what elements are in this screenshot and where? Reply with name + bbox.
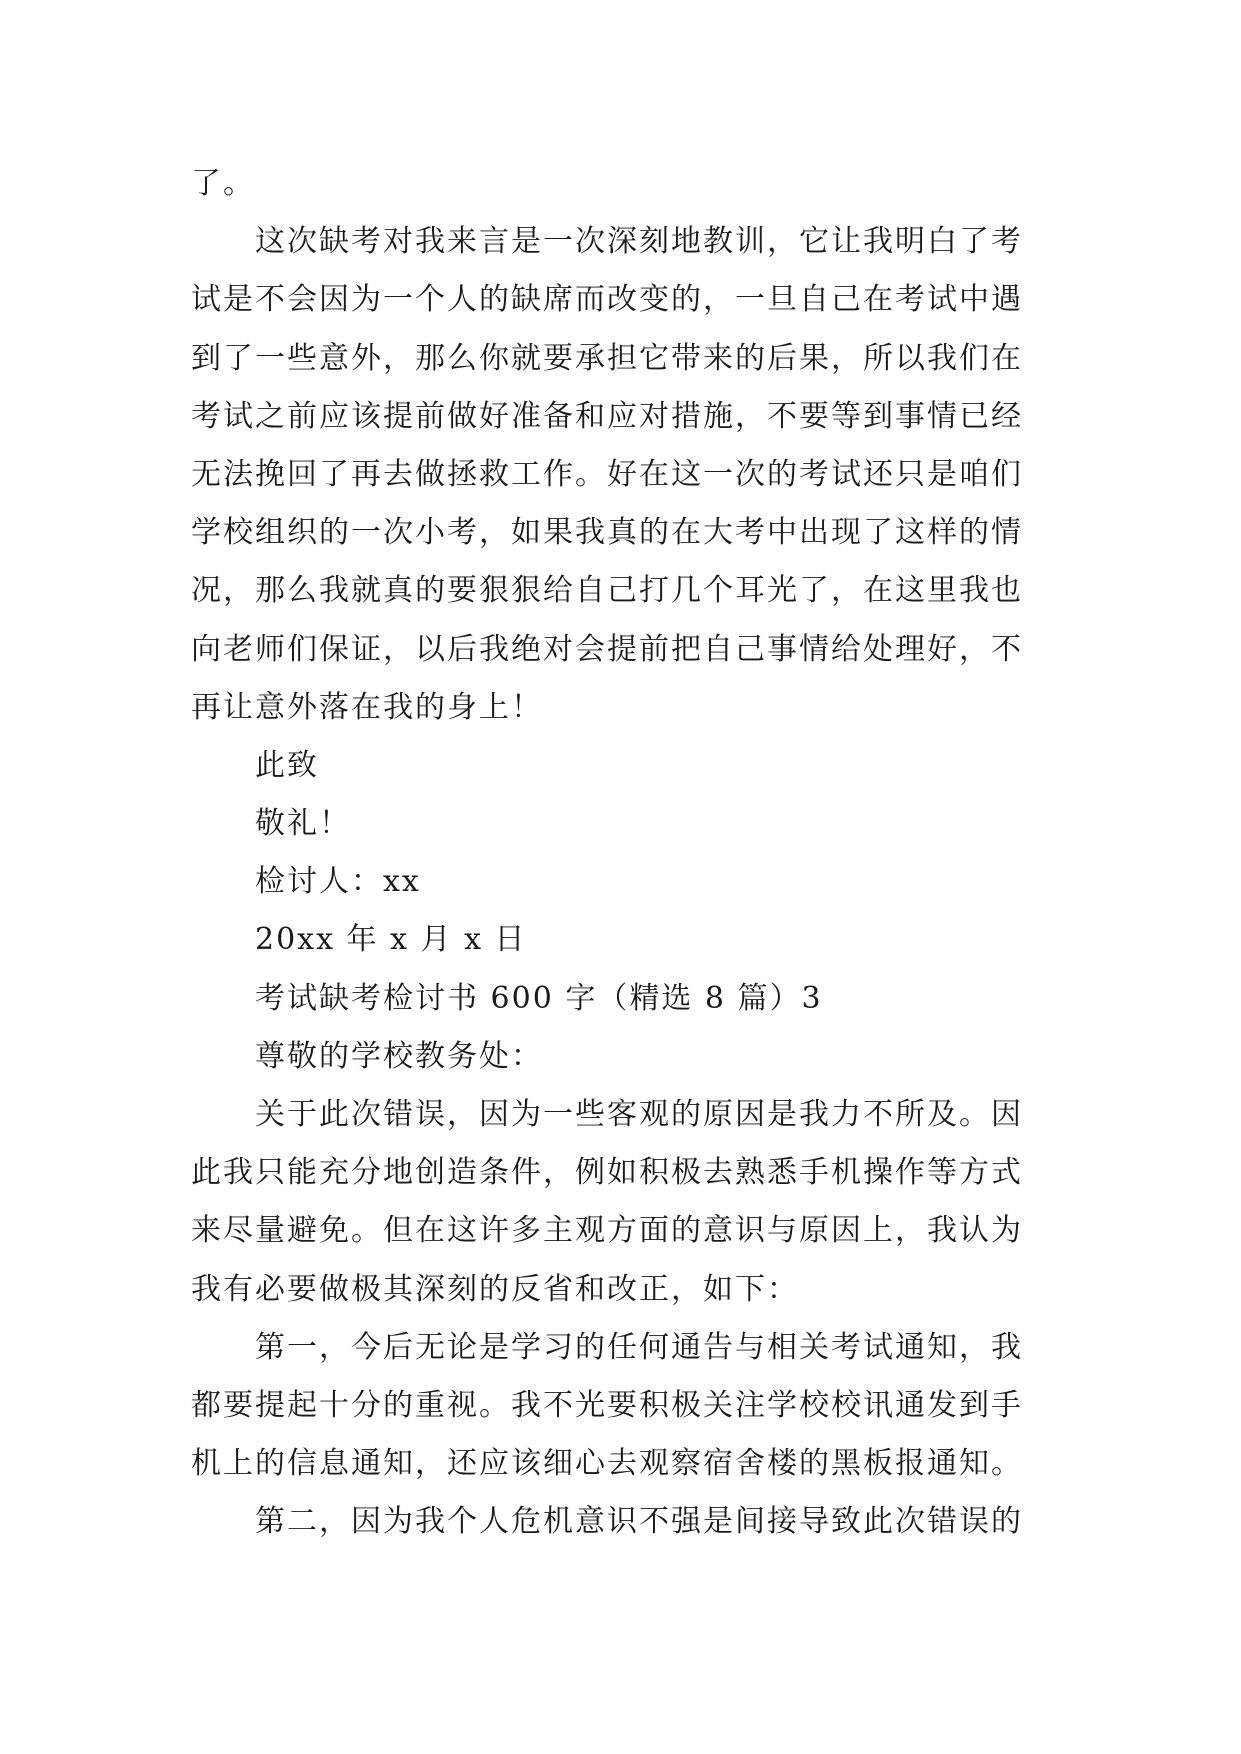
document-line: 机上的信息通知，还应该细心去观察宿舍楼的黑板报通知。 [191, 1446, 1023, 1482]
document-line: 考试之前应该提前做好准备和应对措施，不要等到事情已经 [191, 398, 1023, 434]
document-line: 到了一些意外，那么你就要承担它带来的后果，所以我们在 [191, 340, 1023, 376]
document-line: 这次缺考对我来言是一次深刻地教训，它让我明白了考 [255, 224, 1023, 260]
document-line: 20xx 年 x 月 x 日 [255, 922, 527, 958]
document-line: 敬礼！ [255, 806, 351, 842]
document-line: 学校组织的一次小考，如果我真的在大考中出现了这样的情 [191, 515, 1023, 551]
document-line: 我有必要做极其深刻的反省和改正，如下： [191, 1271, 799, 1307]
document-line: 无法挽回了再去做拯救工作。好在这一次的考试还只是咱们 [191, 456, 1023, 492]
document-line: 都要提起十分的重视。我不光要积极关注学校校讯通发到手 [191, 1387, 1023, 1423]
document-line: 考试缺考检讨书 600 字（精选 8 篇）3 [255, 980, 823, 1016]
document-body [191, 155, 1051, 1552]
document-line: 第一，今后无论是学习的任何通告与相关考试通知，我 [255, 1329, 1023, 1365]
document-line: 来尽量避免。但在这许多主观方面的意识与原因上，我认为 [191, 1213, 1023, 1249]
document-line: 关于此次错误，因为一些客观的原因是我力不所及。因 [255, 1097, 1023, 1132]
document-line: 试是不会因为一个人的缺席而改变的，一旦自己在考试中遇 [191, 282, 1023, 318]
document-line: 再让意外落在我的身上！ [191, 689, 543, 725]
document-line: 况，那么我就真的要狠狠给自己打几个耳光了，在这里我也 [191, 573, 1023, 609]
document-line: 此致 [255, 747, 319, 783]
document-line: 检讨人：xx [255, 864, 421, 900]
document-line: 了。 [191, 166, 255, 201]
document-line: 此我只能充分地创造条件，例如积极去熟悉手机操作等方式 [191, 1155, 1023, 1191]
document-line: 第二，因为我个人危机意识不强是间接导致此次错误的 [255, 1504, 1023, 1540]
document-line: 向老师们保证，以后我绝对会提前把自己事情给处理好，不 [191, 631, 1023, 667]
document-line: 尊敬的学校教务处： [255, 1038, 543, 1074]
